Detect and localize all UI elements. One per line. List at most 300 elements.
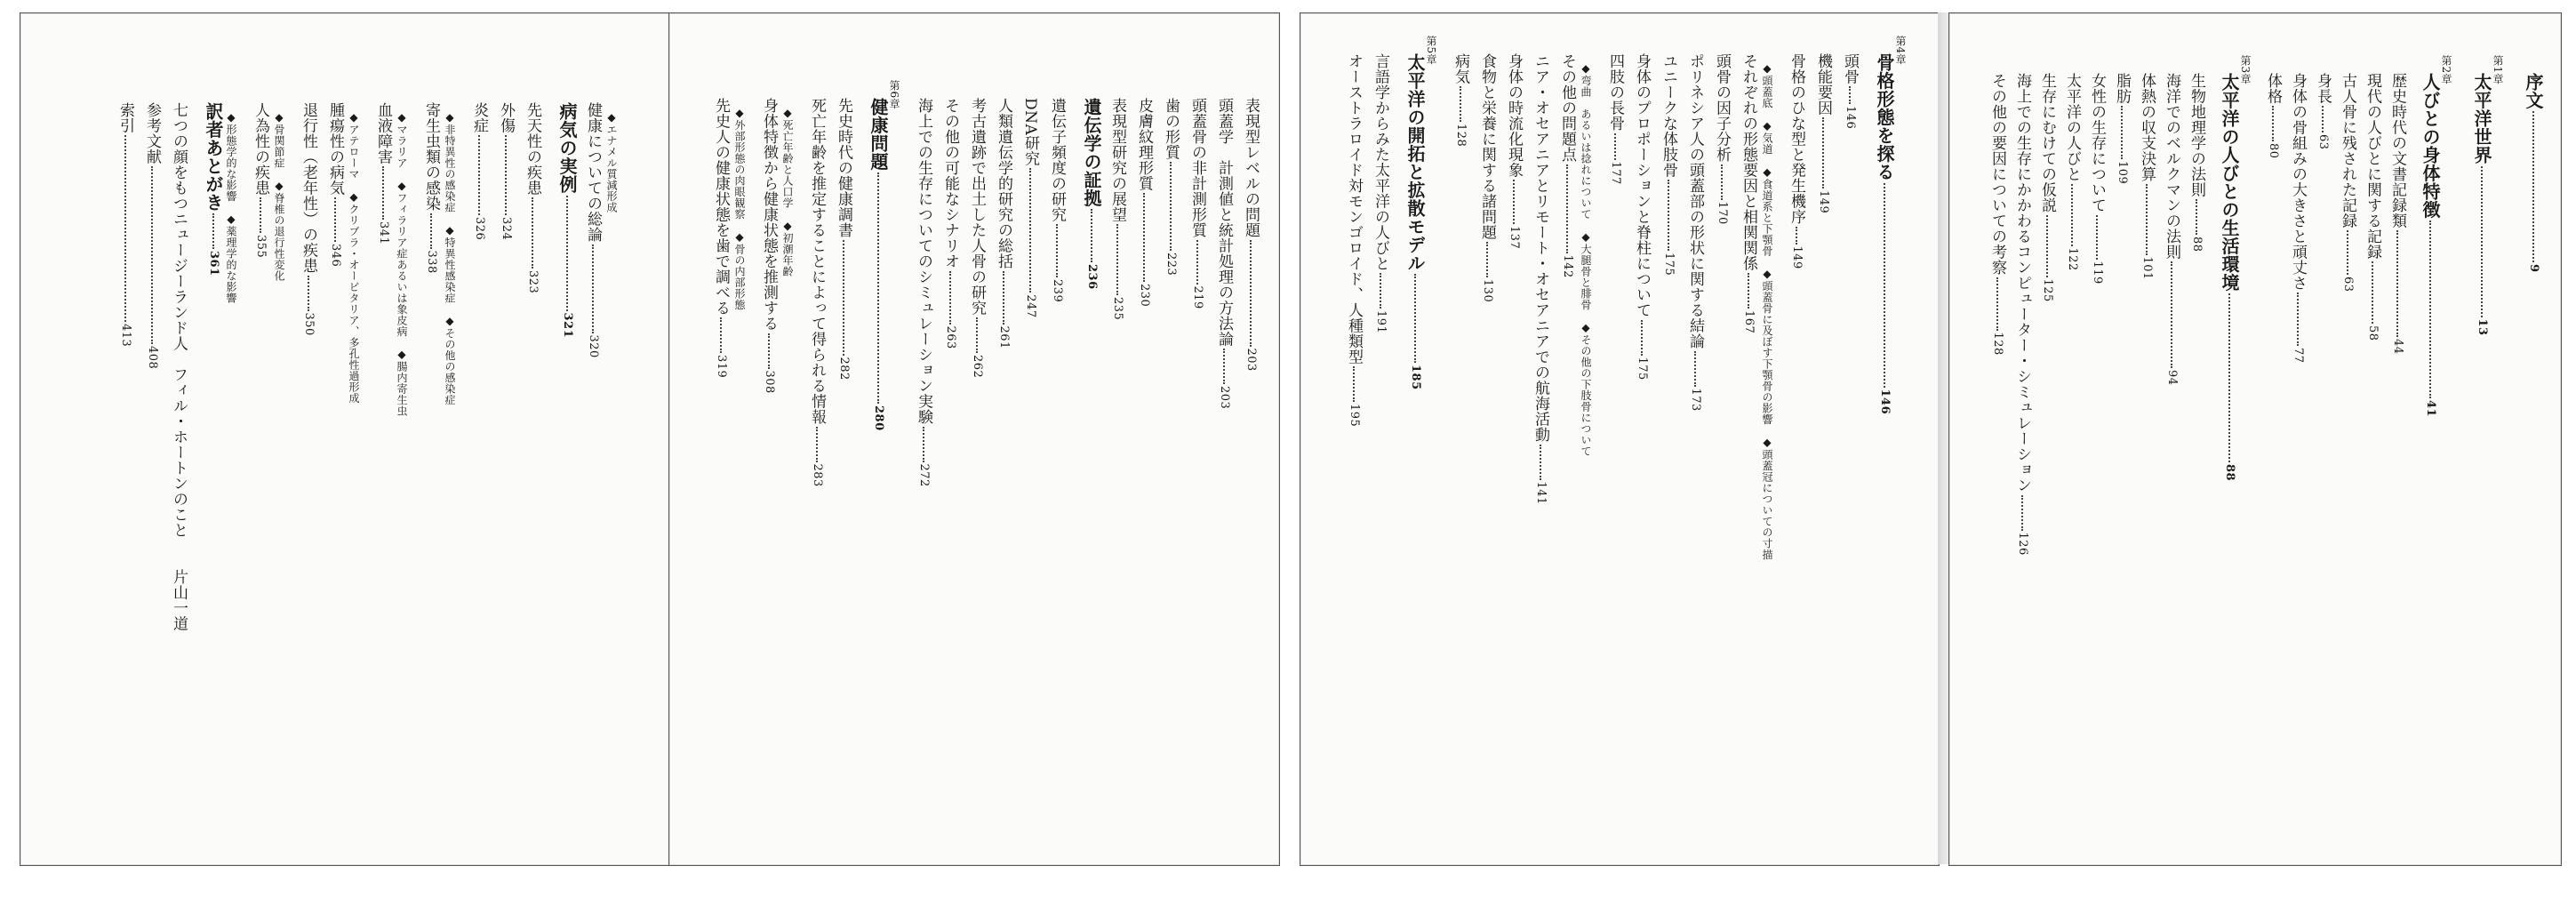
toc-entry-title: 先史人の健康状態を歯で調べる [712,98,730,316]
toc-entry [1346,53,1361,427]
dot-leader [2196,199,2197,235]
page-number: 235 [1111,297,1124,321]
toc-entry-title: 第4章 [1894,36,1907,66]
dot-leader [532,197,533,269]
dot-leader [308,276,309,311]
page-number: 282 [837,357,851,381]
toc-entry [524,102,540,293]
toc-entry-title: 表現型研究の展望 [1108,98,1126,222]
toc-entry-title: ◆非特異性の感染症 ◆特異性感染症 ◆その他の感染症 [444,111,456,405]
dot-leader [1566,164,1568,253]
toc-entry-title: 遺伝子頻度の研究 [1048,98,1066,222]
toc-entry-title: ユニークな体肢骨 [1660,53,1677,178]
toc-entry [869,98,887,431]
toc-entry-title: 死亡年齢を推定することによって得られる情報 [808,98,826,425]
page-number: 223 [1164,253,1178,277]
toc-entry-title: その他の要因についての考察 [1988,73,2006,276]
toc-entry-title: 健康問題 [868,98,889,171]
toc-entry-title: 身体のプロポーションと脊柱について [1633,53,1651,318]
toc-entry-title: 身体の骨組みの大きさと頑丈さ [2289,73,2307,291]
toc-entry [1426,36,1436,65]
toc-entry [1452,53,1468,147]
dot-leader [430,213,432,249]
dot-leader [1849,86,1851,104]
toc-entry [423,102,438,274]
toc-entry [1895,36,1906,65]
page-number: 230 [1138,284,1151,308]
toc-entry [1788,53,1804,269]
toc-entry-title: 生存にむけての仮説 [2038,73,2056,213]
toc-entry-title: 海上での生存についてのシミュレーション実験 [915,98,932,425]
toc-entry-title: 退行性（老年性）の疾患 [300,102,317,274]
dot-leader [1460,86,1461,122]
toc-entry [1714,53,1729,225]
dot-leader [566,196,568,311]
toc-entry-title: ◆骨関節症 ◆脊椎の退行性変化 [273,111,285,282]
toc-entry-title: 四肢の長骨 [1606,53,1624,132]
toc-entry [2492,55,2503,84]
toc-entry [1876,53,1893,414]
toc-entry-title: 歴史時代の文書記録類 [2388,73,2406,229]
toc-entry [226,111,236,304]
toc-entry-title: 先天性の疾患 [524,102,541,196]
toc-entry-title: 遺伝学の証拠 [1081,98,1102,207]
toc-entry-title: 人類遺伝学的研究の総括 [995,98,1012,269]
toc-entry-title: 先史時代の健康調書 [835,98,852,238]
dot-leader [2396,230,2398,337]
toc-entry [300,102,316,336]
page-number: 338 [425,250,438,274]
toc-entry-title: ニア・オセアニアとリモート・オセアニアでの航海活動 [1532,53,1549,443]
dot-leader [1668,180,1669,251]
toc-entry-title: ◆頭蓋底 ◆気道 ◆食道系と下顎骨 ◆頭蓋骨に及ぼす下顎骨の影響 ◆頭蓋冠についての寸描 [1761,62,1773,560]
dot-leader [2171,261,2172,368]
toc-entry [327,102,342,267]
toc-entry [1406,53,1424,390]
toc-entry [1842,53,1857,129]
toc-entry-title: 病気 [1452,53,1469,84]
toc-entry-title: 参考文献 [143,102,161,164]
dot-leader [124,135,126,322]
page-number: 175 [1636,357,1649,381]
dot-leader [478,135,480,215]
dot-leader [151,166,153,344]
page-number: 326 [473,217,486,241]
dot-leader [2297,293,2299,346]
toc-entry [558,102,576,338]
page-number: 109 [2116,161,2129,185]
page-number: 9 [2527,264,2540,273]
toc-entry [348,111,359,404]
dot-leader [1748,273,1749,309]
page-number: 63 [2341,277,2355,293]
dot-leader [949,271,951,325]
page-number: 261 [997,325,1011,349]
dot-leader [1029,168,1031,293]
page-number: 101 [2140,256,2154,280]
dot-leader [923,427,924,462]
toc-entry-title: 腫瘍性の病気 [326,102,344,196]
page-number: 177 [1609,161,1622,185]
toc-entry [252,102,268,258]
dot-leader [2046,215,2048,277]
page-number: 185 [1409,365,1422,390]
page-number: 408 [146,346,159,370]
page-number: 130 [1481,279,1494,303]
toc-entry [444,111,455,405]
toc-entry [2524,73,2542,273]
toc-entry [1083,98,1100,290]
toc-entry-title: ◆マラリア ◆フィラリア症あるいは象皮病 ◆腸内寄生虫 [396,111,408,417]
toc-entry-title: 海上での生存にかかわるコンピューター・シミュレーション [2013,73,2031,493]
dot-leader [1822,117,1824,188]
toc-entry [916,98,931,487]
toc-entry-title: それぞれの形態要因と相関関係 [1740,53,1757,271]
toc-entry [1989,73,2004,356]
toc-entry [1580,62,1591,457]
toc-entry-title: 身長 [2314,73,2332,104]
dot-leader [1721,164,1723,200]
dot-leader [2429,220,2431,398]
page-number: 272 [917,463,931,487]
toc-entry [1479,53,1494,302]
page-number: 175 [1662,253,1676,277]
page-number: 128 [1454,124,1468,148]
toc-entry [1243,98,1258,372]
dot-leader [592,245,594,333]
toc-entry [942,98,957,349]
dot-leader [720,317,722,353]
dot-leader [2071,184,2073,246]
dot-leader [1223,349,1225,384]
toc-entry [2389,73,2404,355]
toc-entry [809,98,824,487]
toc-entry [782,107,793,277]
toc-entry [1216,98,1231,409]
dot-leader [2532,111,2534,262]
toc-entry-title: 考古遺跡で出土した人骨の研究 [968,98,986,316]
toc-entry [117,102,132,347]
toc-entry [1532,53,1548,505]
page-number: 88 [2223,464,2236,482]
page-number: 280 [872,405,885,431]
dot-leader [2021,495,2023,531]
toc-entry-title: 現代の人びとに関する記録 [2364,73,2381,260]
page-number: 119 [2091,261,2104,285]
page-number: 149 [1790,245,1804,269]
toc-entry [498,102,513,240]
page-number: 263 [944,325,957,349]
toc-entry-title: 表現型レベルの問題 [1242,98,1260,238]
toc-entry [969,98,984,378]
page-number: 142 [1561,254,1574,278]
page-number: 137 [1508,226,1521,250]
page-number: 77 [2292,348,2305,364]
toc-entry-title: 第3章 [2239,55,2252,85]
toc-entry-title: ◆外部形態の肉眼観察 ◆骨の内部形態 [733,107,746,310]
toc-entry-title: 歯の形質 [1162,98,1180,160]
toc-entry-title: 太平洋の開拓と拡散モデル [1404,53,1426,272]
page-number: 219 [1191,285,1204,309]
page-number: 44 [2391,339,2404,355]
toc-entry [171,102,186,631]
toc-entry-title: ◆形態学的な影響 ◆薬理学的な影響 [225,111,237,304]
page-number: 88 [2190,237,2204,253]
dot-leader [2228,293,2230,462]
toc-entry-title: 病気の実例 [556,102,578,194]
page-number: 122 [2066,247,2079,271]
dot-leader [816,427,818,462]
toc-entry [2139,73,2154,280]
dot-leader [2322,106,2324,132]
page-number: 341 [377,221,390,245]
toc-entry [585,102,600,358]
dot-leader [843,240,844,356]
toc-entry-title: 太平洋の人びとの生活環境 [2219,73,2240,292]
dot-leader [2347,230,2348,275]
toc-entry [1189,98,1204,309]
toc-entry [274,111,284,282]
page-number: 361 [207,251,220,277]
toc-entry-title: 第5章 [1425,36,1437,66]
toc-entry [396,111,407,417]
toc-entry-title: 太平洋の人びと [2063,73,2081,182]
page-number: 80 [2267,143,2280,159]
dot-leader [1641,320,1643,356]
toc-entry-title: 寄生虫類の感染 [422,102,440,212]
page-number: 195 [1348,404,1361,428]
dot-leader [1486,242,1488,277]
toc-entry-title: 索引 [116,102,134,133]
dot-leader [2121,106,2123,159]
toc-entry [1506,53,1521,249]
page-number: 146 [1844,106,1857,130]
dot-leader [1116,224,1118,295]
toc-entry [1607,53,1622,185]
dot-leader [1996,277,1998,331]
toc-entry-title: DNA研究 [1021,98,1039,167]
toc-entry-title: 体熱の収支決算 [2138,73,2156,182]
toc-entry-title: 頭蓋骨の非計測形質 [1188,98,1206,238]
toc-entry [1022,98,1037,318]
toc-entry-title: 機能要因 [1814,53,1832,116]
dot-leader [1091,209,1092,262]
toc-entry-title: 頭骨 [1841,53,1859,84]
toc-entry [1762,62,1772,560]
toc-entry [144,102,159,369]
page-number: 203 [1218,386,1231,410]
toc-entry-title: 骨格形態を探る [1874,53,1895,181]
toc-entry-title: ◆エナメル質減形成 [605,111,618,213]
dot-leader [1250,240,1252,347]
dot-leader [2272,106,2274,141]
toc-entry-title: 身体の時流化現象 [1505,53,1523,178]
toc-entry [2340,73,2355,293]
toc-entry-title: 訳者あとがき [203,102,224,212]
dot-leader [260,197,261,233]
dot-leader [1196,240,1198,285]
toc-entry-title: 言語学からみた太平洋の人びと [1372,53,1389,271]
page-number: 149 [1817,190,1830,214]
toc-entry-title: 炎症 [470,102,488,133]
toc-entry [761,98,776,394]
page-number: 236 [1085,264,1099,290]
page-number: 320 [587,334,600,358]
toc-entry [1634,53,1649,381]
dot-leader [1143,193,1145,282]
page-number: 41 [2424,400,2437,418]
dot-leader [1003,271,1004,325]
page-number: 167 [1742,310,1756,334]
toc-entry [2473,73,2491,336]
page-number: 126 [2016,532,2029,556]
dot-leader [1353,366,1355,402]
toc-entry [1660,53,1676,276]
toc-entry [2290,73,2305,364]
toc-entry [204,102,222,277]
page-number: 191 [1374,310,1388,334]
toc-entry-title: 人びとの身体特徴 [2420,73,2441,219]
toc-entry [2315,73,2330,150]
toc-entry [889,80,900,109]
toc-entry [1109,98,1124,320]
toc-entry-title: 第2章 [2440,55,2452,85]
toc-entry-title: 食物と栄養に関する諸問題 [1478,53,1496,240]
dot-leader [212,213,214,249]
toc-entry [2188,73,2204,253]
toc-entry [836,98,851,381]
page-number: 173 [1689,388,1702,412]
dot-leader [2372,261,2373,324]
toc-entry [996,98,1011,349]
toc-entry [2240,55,2251,84]
toc-entry-title: その他の問題点 [1558,53,1576,163]
toc-entry [2164,73,2179,386]
dot-leader [382,166,384,220]
toc-entry [606,111,617,213]
toc-entry-title: 外傷 [497,102,515,133]
toc-entry-title: オーストラロイド対モンゴロイド、人種類型 [1345,53,1363,365]
page-number: 283 [811,463,824,487]
toc-entry [1740,53,1756,333]
toc-entry-title: 人為性の疾患 [252,102,269,196]
page-number: 239 [1051,279,1064,303]
toc-entry-title: 頭蓋学 計測値と統計処理の方法論 [1215,98,1233,347]
toc-entry [2441,55,2452,84]
toc-entry [2064,73,2079,271]
dot-leader [1796,227,1797,245]
dot-leader [1614,133,1616,160]
toc-entry [2220,73,2238,481]
toc-entry [1559,53,1574,278]
toc-entry [2364,73,2380,341]
toc-entry-title: 身体特徴から健康状態を推測する [760,98,778,332]
toc-entry [471,102,486,240]
toc-entry-title: 生物地理学の法則 [2188,73,2205,197]
toc-entry-title: 序文 [2523,73,2544,109]
dot-leader [1884,183,1885,388]
page-number: 355 [254,235,268,259]
toc-entry [2039,73,2054,302]
page-number: 324 [500,217,513,241]
toc-entry-title: ◆死亡年齢と人口学 ◆初潮年齢 [781,107,794,277]
toc-entry-title: 脂肪 [2113,73,2131,104]
page-number: 128 [1991,332,2004,356]
page-number: 323 [526,270,540,294]
dot-leader [976,317,978,353]
dot-leader [1540,445,1541,480]
dot-leader [1414,274,1416,363]
dot-leader [2096,215,2098,260]
toc-entry-title: 皮膚紋理形質 [1135,98,1153,191]
page-number: 141 [1534,481,1548,505]
dot-leader [334,197,336,242]
dot-leader [1513,180,1515,224]
dot-leader [877,172,879,404]
toc-entry [2265,73,2280,159]
toc-entry-title: ◆弯曲 あるいは捻れについて ◆大腿骨と腓骨 ◆その他の下肢骨について [1580,62,1592,457]
page-number: 203 [1244,348,1258,372]
toc-entry-title: 体格 [2264,73,2282,104]
toc-entry-title: 海洋でのベルクマンの法則 [2163,73,2180,260]
page-number: 13 [2476,318,2489,336]
toc-entry [1815,53,1830,213]
page-number: 413 [119,324,132,348]
toc-entry-title: 健康についての総論 [584,102,602,243]
toc-entry [1163,98,1178,276]
dot-leader [2481,166,2483,317]
dot-leader [1380,273,1381,309]
toc-entry-title: 古人骨に残された記録 [2339,73,2356,229]
toc-entry-title: 太平洋世界 [2471,73,2492,164]
dot-leader [1170,162,1172,251]
page-number: 346 [329,244,342,268]
page-number: 319 [715,355,728,379]
toc-entry-title: 七つの顔をもつニュージーランド人 フィル・ホートンのこと 片山一道 [170,102,188,631]
toc-entry-title: ポリネシア人の頭蓋部の形状に関する結論 [1686,53,1704,349]
toc-entry-title: 第6章 [888,80,900,110]
toc-entry [1049,98,1064,302]
dot-leader [1056,224,1058,277]
page-number: 125 [2041,278,2054,302]
page-number: 58 [2366,325,2380,341]
toc-entry-title: 頭骨の因子分析 [1713,53,1731,163]
toc-entry-title: 女性の生存について [2088,73,2106,213]
dot-leader [768,333,770,369]
toc-entry [734,107,745,310]
toc-entry [1372,53,1388,333]
page-number: 247 [1024,294,1037,318]
page-number: 146 [1878,389,1892,415]
toc-entry [713,98,728,378]
toc-entry [2114,73,2129,184]
toc-entry [2014,73,2029,556]
toc-entry-title: 血液障害 [374,102,392,164]
page-number: 63 [2316,134,2330,150]
toc-entry-title: ◆アテローマ ◆クリブラ・オービタリア、多孔性過形成 [348,111,360,404]
toc-entry [2421,73,2439,417]
dot-leader [2146,184,2148,255]
page-number: 262 [971,355,984,379]
toc-entry [1136,98,1151,307]
toc-entry-title: 第1章 [2492,55,2504,85]
page-number: 94 [2165,370,2179,386]
toc-entry [1687,53,1702,412]
dot-leader [505,135,507,215]
page-number: 350 [302,312,316,336]
toc-entry [2089,73,2104,285]
dot-leader [1694,351,1696,387]
